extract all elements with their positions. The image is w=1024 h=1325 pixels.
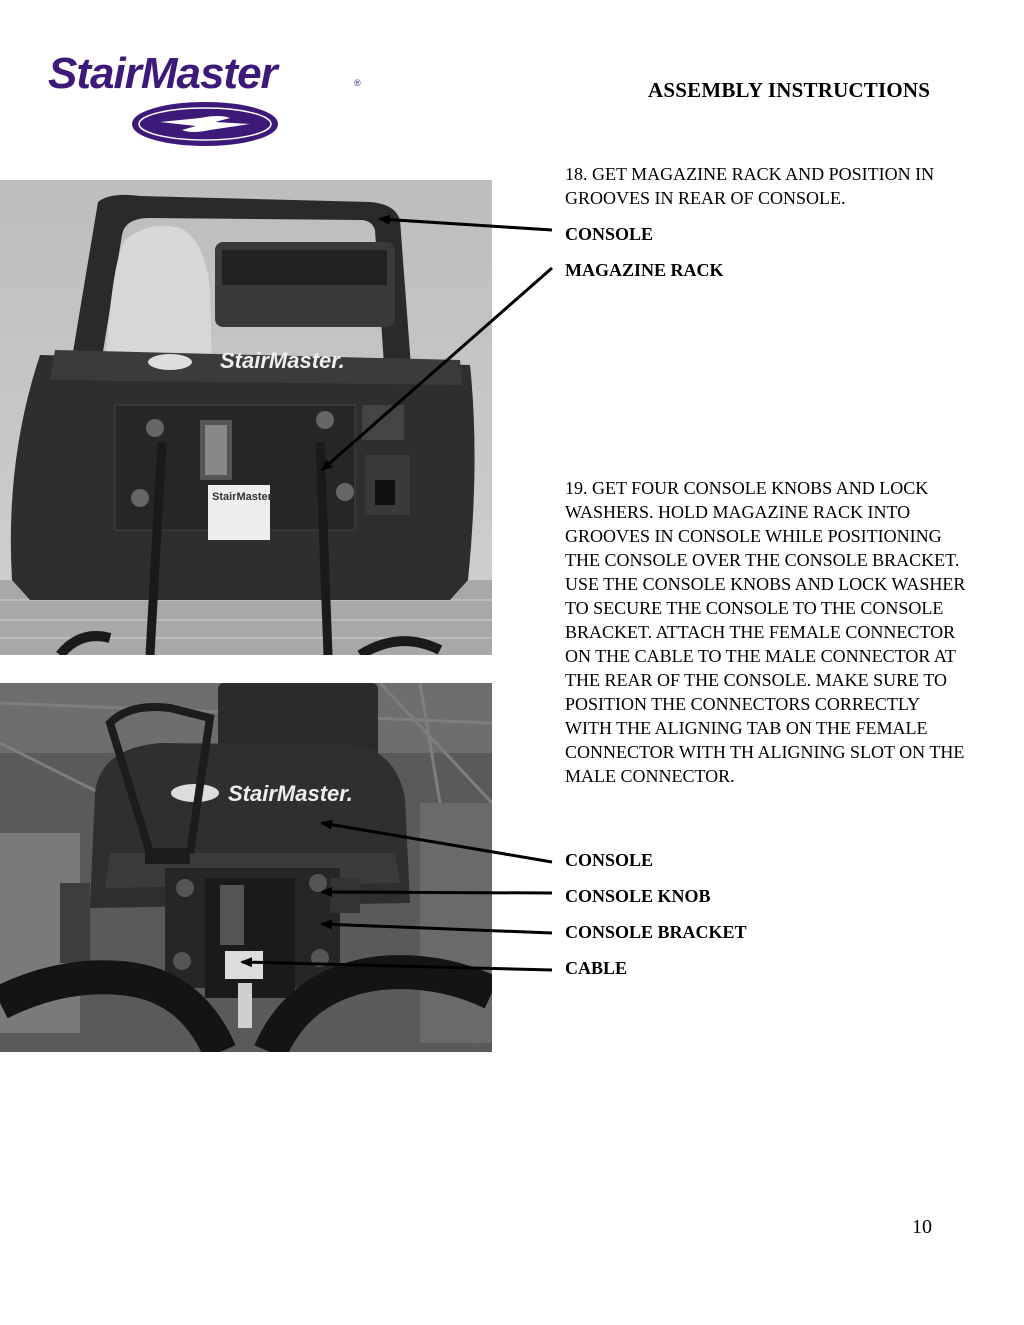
photo1-sticker-text: StairMaster	[212, 491, 272, 503]
photo-console-installed	[0, 683, 492, 1052]
step-19-text: 19. GET FOUR CONSOLE KNOBS AND LOCK WASHERS. HOLD MAGAZINE RACK INTO GROOVES IN CONSOLE WHILE POSITIONING THE CONSOLE OVER THE CONSOLE BRACKET. USE THE CONSOLE KNOBS AND LOCK WASHER TO SECURE THE CONSOLE TO THE CONSOLE BRACKET. ATTACH THE FEMALE CONNECTOR ON THE CABLE TO THE MALE CONNECTOR AT THE REAR OF THE CONSOLE. MAKE SURE TO POSITION THE CONNECTORS CORRECTLY WITH THE ALIGNING TAB ON THE FEMALE CONNECTOR WITH TH ALIGNING SLOT ON THE MALE CONNECTOR.	[565, 478, 966, 786]
label-console-bracket: CONSOLE BRACKET	[565, 922, 747, 942]
label-console-knob: CONSOLE KNOB	[565, 886, 711, 906]
label-magazine-rack: MAGAZINE RACK	[565, 260, 724, 280]
photo2-logo-text: StairMaster.	[228, 781, 353, 806]
step-18-text: 18. GET MAGAZINE RACK AND POSITION IN GROOVES IN REAR OF CONSOLE.	[565, 164, 935, 208]
logo-wordmark: StairMaster	[48, 49, 277, 98]
label-console-19: CONSOLE	[565, 850, 654, 870]
label-cable: CABLE	[565, 958, 628, 978]
stairmaster-logo	[48, 46, 368, 150]
logo-registered-mark: ®	[354, 78, 361, 88]
page-title: ASSEMBLY INSTRUCTIONS	[648, 78, 931, 102]
label-console-18: CONSOLE	[565, 224, 654, 244]
photo1-logo-text: StairMaster.	[220, 348, 345, 373]
page-number: 10	[912, 1216, 932, 1238]
logo-emblem-icon	[130, 100, 280, 148]
photo-console-rear	[0, 180, 492, 655]
